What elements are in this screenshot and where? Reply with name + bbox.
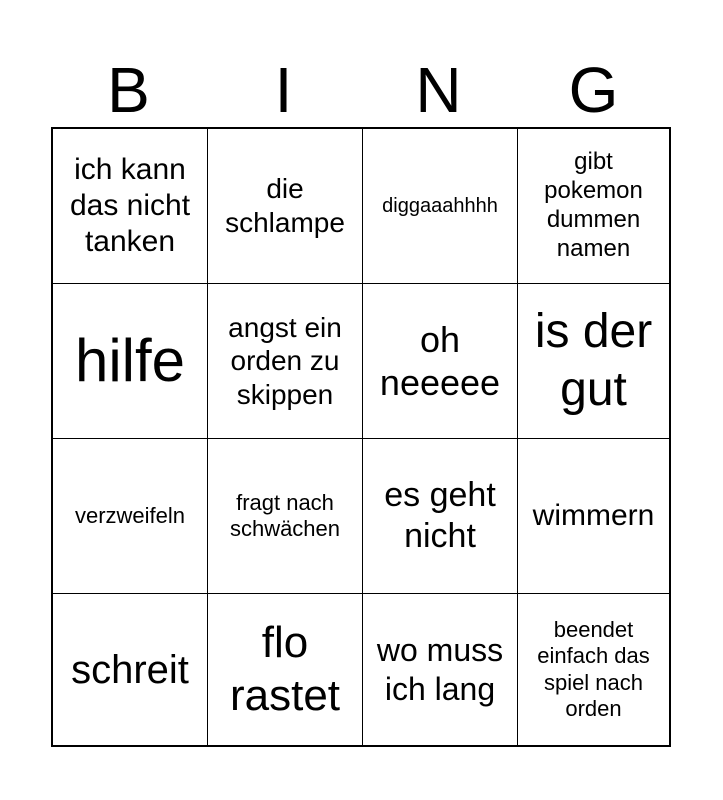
- bingo-cell-text: schreit: [71, 647, 189, 692]
- bingo-cell-text: wimmern: [532, 499, 655, 532]
- bingo-cell-text: hilfe: [74, 327, 186, 394]
- bingo-cell[interactable]: [208, 439, 363, 594]
- bingo-cell-text: fragt nach schwächen: [229, 489, 341, 541]
- bingo-cell-text: angst ein orden zu skippen: [228, 311, 342, 410]
- bingo-cell-text: beendet einfach das spiel nach orden: [537, 616, 650, 721]
- bingo-cell-text: gibt pokemon dummen namen: [544, 148, 643, 262]
- bingo-cell-text: die schlampe: [225, 173, 345, 238]
- bingo-header: [51, 55, 671, 125]
- bingo-cell[interactable]: [53, 594, 208, 745]
- bingo-cell[interactable]: [518, 129, 669, 284]
- bingo-cell[interactable]: [363, 594, 518, 745]
- header-letter-b: B: [107, 54, 150, 126]
- bingo-cell-text: flo rastet: [229, 617, 341, 720]
- bingo-cell[interactable]: [208, 284, 363, 439]
- header-letter-i: I: [274, 54, 293, 126]
- bingo-cell[interactable]: [208, 594, 363, 745]
- bingo-cell[interactable]: [53, 129, 208, 284]
- bingo-board: [51, 127, 671, 747]
- bingo-cell[interactable]: [363, 129, 518, 284]
- bingo-cell-text: diggaaahhhh: [382, 195, 498, 217]
- bingo-cell-text: ich kann das nicht tanken: [69, 153, 191, 258]
- bingo-cell[interactable]: [208, 129, 363, 284]
- bingo-cell[interactable]: [518, 284, 669, 439]
- bingo-cell[interactable]: [363, 439, 518, 594]
- bingo-cell-text: verzweifeln: [74, 502, 186, 528]
- header-letter-n: N: [415, 54, 462, 126]
- bingo-cell[interactable]: [53, 284, 208, 439]
- bingo-cell[interactable]: [53, 439, 208, 594]
- bingo-cell[interactable]: [363, 284, 518, 439]
- bingo-cell[interactable]: [518, 594, 669, 745]
- bingo-cell-text: oh neeeee: [379, 318, 501, 403]
- bingo-cell-text: is der gut: [534, 305, 653, 416]
- bingo-cell-text: wo muss ich lang: [376, 632, 504, 707]
- bingo-cell[interactable]: [518, 439, 669, 594]
- header-letter-g: G: [568, 54, 619, 126]
- bingo-cell-text: es geht nicht: [384, 476, 496, 555]
